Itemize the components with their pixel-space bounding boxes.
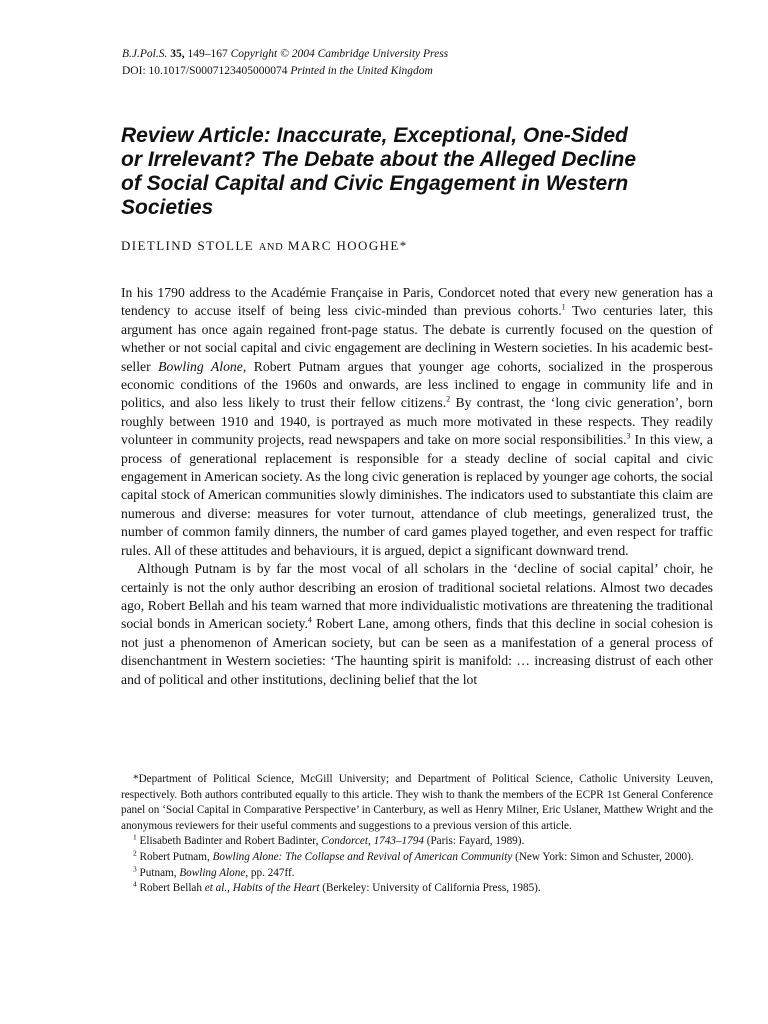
footnote-ref[interactable]: 2: [446, 394, 451, 404]
footnote-number: 3: [133, 863, 137, 873]
text-run: Robert Lane, among others, finds that this decline in social cohesion is not just a phenomenon of American society, but can be seen as a manifestation of a general process of disenchantment in Western societies: ‘The haunting spirit is manifold: … increasing distrust of each other and of political and other institutions, declining belief that the lot: [121, 616, 713, 687]
text-run: , pp. 247ff.: [245, 866, 295, 879]
footnotes: [121, 772, 713, 897]
footnote-ref[interactable]: 4: [307, 615, 312, 625]
citation-line: [122, 46, 722, 63]
printed-notice: Printed in the United Kingdom: [290, 65, 433, 77]
doi-line: [122, 63, 722, 80]
body-paragraph: [121, 284, 713, 560]
footnote: [121, 850, 713, 866]
text-run: Robert Putnam,: [136, 850, 213, 863]
cited-title: Bowling Alone: The Collapse and Revival of American Community: [212, 850, 513, 863]
author-name: MARC HOOGHE*: [287, 238, 408, 253]
text-run: By contrast, the ‘long civic generation’, born roughly between 1910 and 1940, is portrayed as much more motivated in these respects. They readily volunteer in community projects, read newspapers and take on more social responsibilities.: [121, 395, 713, 448]
footnote: [121, 881, 713, 897]
footnote: [121, 863, 713, 882]
article-title: [121, 124, 721, 220]
doi: DOI: 10.1017/S0007123405000074: [122, 65, 288, 77]
cited-title: Condorcet, 1743–1794: [321, 835, 424, 848]
author-line: [121, 237, 721, 257]
title-line: or Irrelevant? The Debate about the Alleged Decline: [121, 148, 637, 171]
footnote-number: 4: [133, 879, 137, 889]
title-line: Societies: [121, 196, 214, 219]
cited-title: Habits of the Heart: [232, 882, 320, 895]
journal-volume: 35,: [170, 48, 185, 60]
text-run: (Paris: Fayard, 1989).: [423, 835, 525, 848]
author-affiliation-note: *Department of Political Science, McGill University; and Department of Political Science, Catholic University Leuven, respectively. Both authors contributed equally to this article. They wish to thank the members of the ECPR 1st General Conference panel on ‘Social Capital in Comparative Perspective’ in Canterbury, as well as Henry Milner, Eric Uslaner, Matthew Wright and the anonymous reviewers for their useful comments and suggestions to a previous version of this article.: [121, 773, 713, 832]
book-title: Bowling Alone: [158, 358, 243, 374]
footnote-number: 2: [133, 848, 137, 858]
journal-abbrev: B.J.Pol.S.: [122, 48, 168, 60]
footnote-ref[interactable]: 1: [561, 302, 566, 312]
footnote-number: 1: [133, 832, 137, 842]
text-run: , Robert Putnam argues that younger age cohorts, socialized in the prosperous economic conditions of the 1960s and onwards, are less inclined to engage in community life and in politics, and also less likely to trust their fellow citizens.: [121, 358, 713, 411]
title-line: of Social Capital and Civic Engagement in Western: [121, 172, 629, 195]
cited-title: Bowling Alone: [179, 866, 246, 879]
article-body: [121, 284, 713, 689]
text-run: Robert Bellah: [136, 882, 205, 895]
text-run: Elisabeth Badinter and Robert Badinter,: [136, 835, 322, 848]
text-run: Although Putnam is by far the most vocal of all scholars in the ‘decline of social capital’ choir, he certainly is not the only author describing an erosion of traditional societal relations. Almost two decades ago, Robert Bellah and his team warned that more individualistic motivations are threatening the traditional social bonds in American society.: [121, 561, 713, 632]
author-name: DIETLIND STOLLE: [121, 238, 255, 253]
text-run: ,: [227, 882, 233, 895]
text-run: (Berkeley: University of California Press, 1985).: [319, 882, 541, 895]
copyright-notice: Copyright © 2004 Cambridge University Press: [230, 48, 449, 60]
text-run: (New York: Simon and Schuster, 2000).: [512, 850, 694, 863]
footnote: [121, 834, 713, 850]
text-run: et al.: [204, 882, 228, 895]
text-run: In this view, a process of generational replacement is responsible for a steady decline of social capital and civic engagement in American society. As the long civic generation is replaced by younger age cohorts, the social capital stock of American communities slowly diminishes. The indicators used to substantiate this claim are numerous and diverse: measures for voter turnout, attendance of club meetings, generalized trust, the number of common family dinners, the number of card games played together, and even respect for traffic rules. All of these attitudes and behaviours, it is argued, depict a significant downward trend.: [121, 432, 713, 558]
text-run: Two centuries later, this argument has once again regained front-page status. The debate is currently focused on the question of whether or not social capital and civic engagement are declining in Western societies. In his academic best-seller: [121, 303, 713, 374]
title-line: Review Article: Inaccurate, Exceptional, One-Sided: [121, 124, 628, 147]
text-run: Putnam,: [136, 866, 180, 879]
author-conjunction: AND: [258, 242, 284, 253]
footnote-ref[interactable]: 3: [626, 431, 631, 441]
text-run: In his 1790 address to the Académie Française in Paris, Condorcet noted that every new generation has a tendency to accuse itself of being less civic-minded than previous cohorts.: [121, 285, 713, 319]
journal-header: [122, 46, 722, 80]
body-paragraph: [121, 560, 713, 689]
journal-pages: 149–167: [187, 48, 228, 60]
